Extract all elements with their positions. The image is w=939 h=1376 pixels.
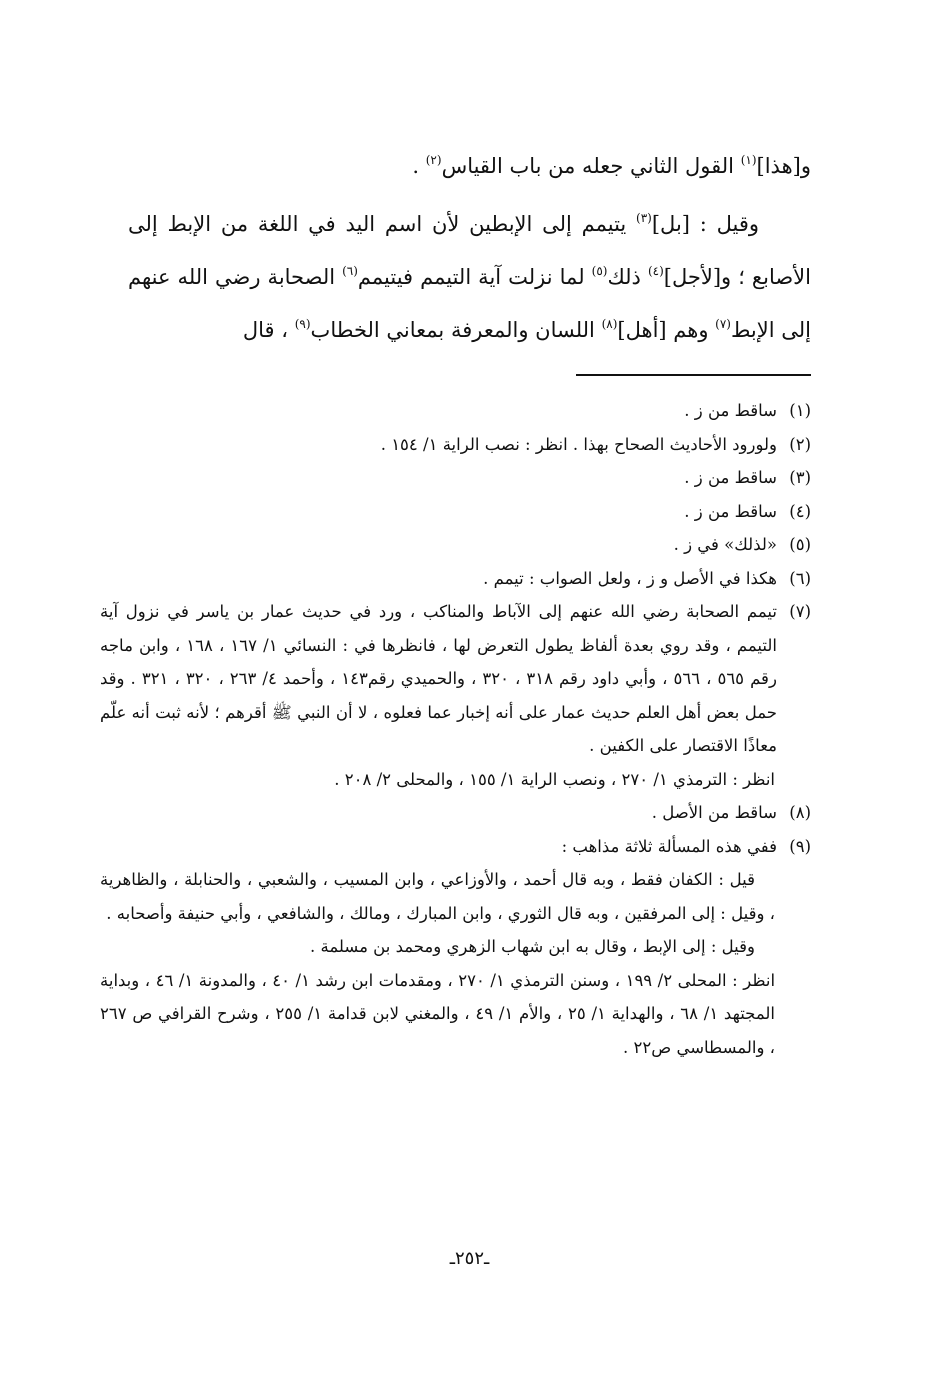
footnote-number: (٥) — [789, 535, 811, 554]
footnote-9 — [100, 830, 811, 864]
footnote-1 — [100, 394, 811, 428]
footnote-number: (٨) — [789, 803, 811, 822]
footnote-4 — [100, 495, 811, 529]
footnote-text: هكذا في الأصل و ز ، ولعل الصواب : تيمم . — [483, 568, 777, 588]
footnote-2 — [100, 428, 811, 462]
footnote-number: (٤) — [789, 501, 811, 521]
footnote-9-opinion-2: وقيل : إلى الإبط ، وقال به ابن شهاب الزهري ومحمد بن مسلمة . — [310, 937, 755, 956]
footnote-ref[interactable]: (٦) — [342, 264, 358, 278]
footnote-ref[interactable]: (٢) — [425, 153, 442, 167]
text-run: و[هذا] — [756, 154, 811, 178]
footnote-9-opinion-1: قيل : الكفان فقط ، وبه قال أحمد ، والأوزاعي ، وابن المسيب ، والشعبي ، والحنابلة ، والظاهرية ، وقيل : إلى المرفقين ، وبه قال الثوري ، وابن المبارك ، ومالك ، والشافعي ، وأبي حنيفة وأصحابه . — [100, 870, 775, 923]
text-run: ، قال — [242, 318, 295, 342]
footnote-text: ساقط من الأصل . — [651, 803, 777, 822]
footnote-text: ساقط من ز . — [684, 401, 777, 420]
paragraph-1 — [128, 140, 811, 193]
footnote-ref[interactable]: (٤) — [647, 264, 664, 278]
paragraph-2 — [128, 198, 811, 357]
text-run: القول الثاني جعله من باب القياس — [441, 154, 741, 178]
footnote-ref[interactable]: (٥) — [591, 264, 608, 278]
footnote-7 — [100, 595, 811, 763]
text-run: . — [412, 154, 426, 178]
footnote-text: تيمم الصحابة رضي الله عنهم إلى الآباط والمناكب ، ورد في حديث عمار بن ياسر في نزول آية التيمم ، وقد روي بعدة ألفاظ يطول التعرض لها ، فانظرها في : النسائي ١/ ١٦٧ ، ١٦٨ ، وابن ماجه رقم ٥٦٥ ، ٥٦٦ ، وأبي داود رقم ٣١٨ ، ٣٢٠ ، والحميدي رقم١٤٣ ، وأحمد ٤/ ٢٦٣ ، ٣٢٠ ، ٣٢١ . وقد حمل بعض أهل العلم حديث عمار على أنه إخبار عما فعلوه ، لا أن النبي ﷺ أقرهم ؛ لأنه ثبت أنه علّم معاذًا الاقتصار على الكفين . — [100, 602, 777, 755]
footnote-number: (٢) — [789, 434, 811, 454]
footnote-ref[interactable]: (٨) — [601, 317, 618, 331]
text-run: لما نزلت آية التيمم فيتيمم — [357, 265, 592, 289]
text-run: الصحابة رضي الله عنهم إلى الإبط — [128, 265, 811, 342]
page-number: ـ٢٥٢ـ — [449, 1248, 490, 1269]
main-text — [128, 140, 811, 357]
footnote-ref[interactable]: (٩) — [294, 317, 311, 331]
footnote-3 — [100, 461, 811, 495]
footnote-6 — [100, 562, 811, 596]
footnotes — [100, 394, 811, 1064]
text-run: وهم [أهل] — [617, 318, 716, 342]
footnote-ref[interactable]: (١) — [740, 153, 757, 167]
footnote-ref[interactable]: (٣) — [636, 211, 652, 225]
footnote-text: «لذلك» في ز . — [673, 535, 777, 554]
text-run: ذلك — [607, 265, 648, 289]
footnote-text: ففي هذه المسألة ثلاثة مذاهب : — [561, 836, 777, 856]
footnote-divider — [576, 374, 811, 376]
footnote-5 — [100, 528, 811, 562]
footnote-number: (٣) — [789, 468, 811, 487]
text-run: اللسان والمعرفة بمعاني الخطاب — [310, 318, 602, 342]
footnote-text: ساقط من ز . — [684, 468, 777, 487]
footnote-8 — [100, 796, 811, 830]
footnote-text: ساقط من ز . — [684, 501, 777, 521]
footnote-number: (٦) — [789, 568, 811, 588]
footnote-9-references: انظر : المحلى ٢/ ١٩٩ ، وسنن الترمذي ١/ ٢٧٠ ، ومقدمات ابن رشد ١/ ٤٠ ، والمدونة ١/ ٤٦ ، وبداية المجتهد ١/ ٦٨ ، والهداية ١/ ٢٥ ، والأم ١/ ٤٩ ، والمغني لابن قدامة ١/ ٢٥٥ ، وشرح القرافي ص ٢٦٧ ، والمسطاسي ص٢٢ . — [100, 970, 776, 1057]
text-run: وقيل : [بل] — [651, 212, 759, 236]
text-run: يتيمم إلى الإبطين لأن اسم اليد في اللغة من الإبط إلى الأصابع ؛ و[لأجل] — [128, 212, 811, 289]
footnote-number: (٧) — [789, 602, 811, 621]
footnote-number: (١) — [789, 401, 811, 420]
footnote-7-reference: انظر : الترمذي ١/ ٢٧٠ ، ونصب الراية ١/ ١٥٥ ، والمحلى ٢/ ٢٠٨ . — [334, 769, 775, 789]
footnote-ref[interactable]: (٧) — [715, 317, 731, 331]
footnote-number: (٩) — [789, 836, 811, 856]
footnote-text: ولورود الأحاديث الصحاح بهذا . انظر : نصب الراية ١/ ١٥٤ . — [380, 434, 777, 454]
